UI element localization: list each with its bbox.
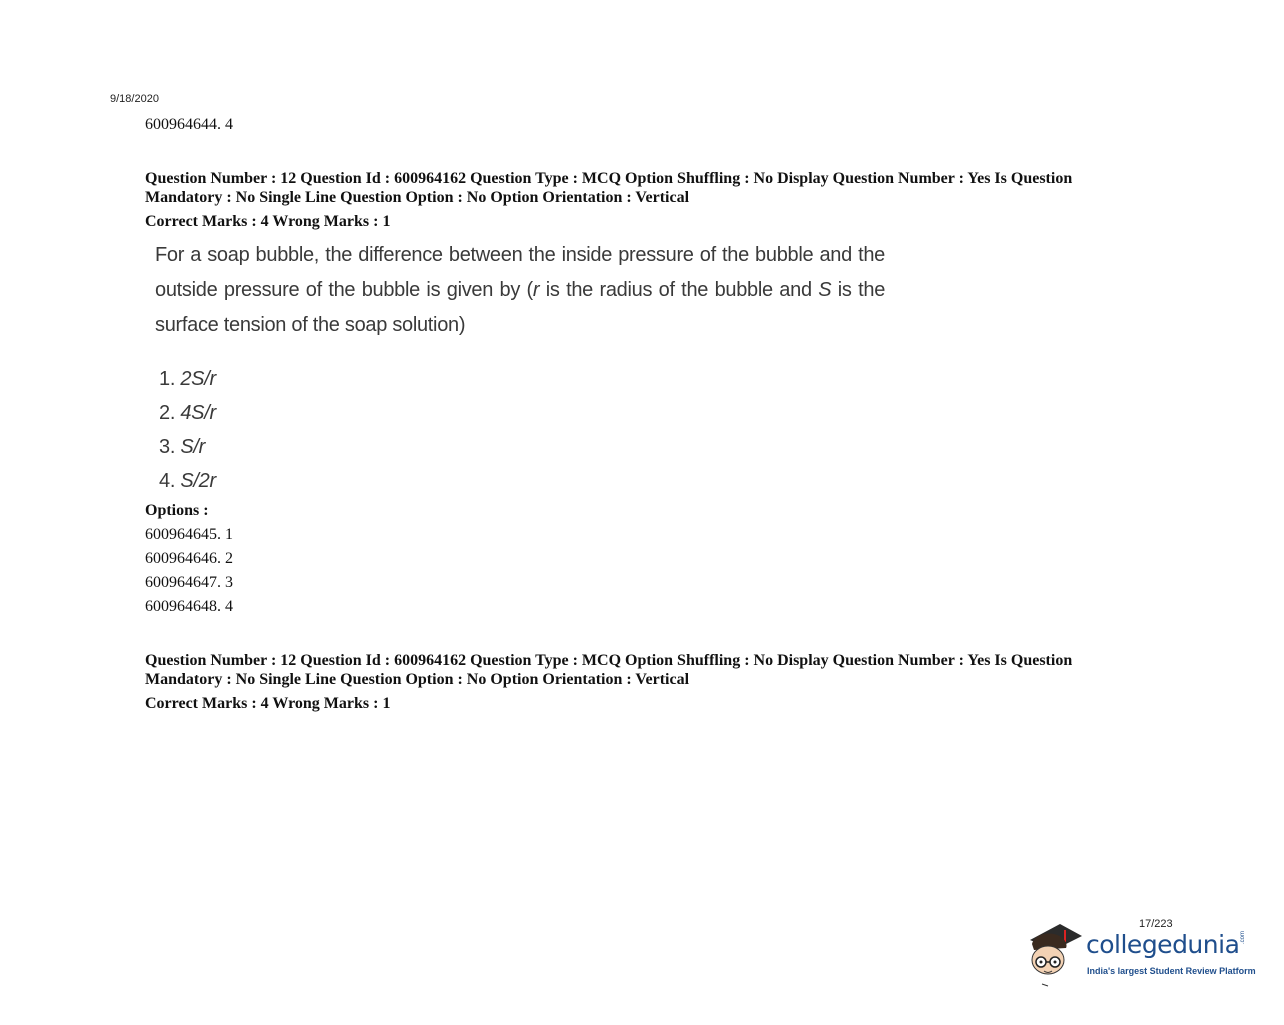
previous-option-id: 600964644. 4 xyxy=(145,116,233,133)
question-meta-line-2: Mandatory : No Single Line Question Option : No Option Orientation : Vertical xyxy=(145,189,690,206)
question-marks: Correct Marks : 4 Wrong Marks : 1 xyxy=(145,695,391,712)
option-id: 600964646. 2 xyxy=(145,550,233,567)
brand-tagline: India's largest Student Review Platform xyxy=(1087,966,1256,976)
question-meta-line-1: Question Number : 12 Question Id : 600964162 Question Type : MCQ Option Shuffling : No Display Question Number : Yes Is Question xyxy=(145,652,1073,669)
answer-choice: 4. S/2r xyxy=(159,470,216,492)
question-meta-line-2: Mandatory : No Single Line Question Option : No Option Orientation : Vertical xyxy=(145,671,690,688)
answer-choice: 1. 2S/r xyxy=(159,368,216,390)
answer-choices xyxy=(159,362,216,498)
brand-logo-domain: .com xyxy=(1240,930,1246,944)
brand-logo-text: collegedunia xyxy=(1086,930,1240,959)
option-id: 600964647. 3 xyxy=(145,574,233,591)
question-marks: Correct Marks : 4 Wrong Marks : 1 xyxy=(145,213,391,230)
question-meta xyxy=(145,169,1155,207)
answer-choice: 2. 4S/r xyxy=(159,402,216,424)
page-number: 17/223 xyxy=(1139,918,1173,930)
print-date: 9/18/2020 xyxy=(110,93,159,105)
option-id: 600964648. 4 xyxy=(145,598,233,615)
question-text: For a soap bubble, the difference between the inside pressure of the bubble and the outside pressure of the bubble is given by (r is the radius of the bubble and S is the surface tension of the soap solution) xyxy=(155,244,886,336)
question-meta-line-1: Question Number : 12 Question Id : 600964162 Question Type : MCQ Option Shuffling : No Display Question Number : Yes Is Question xyxy=(145,170,1073,187)
answer-choice: 3. S/r xyxy=(159,436,206,458)
question-meta xyxy=(145,651,1155,689)
option-id: 600964645. 1 xyxy=(145,526,233,543)
options-label: Options : xyxy=(145,502,209,519)
